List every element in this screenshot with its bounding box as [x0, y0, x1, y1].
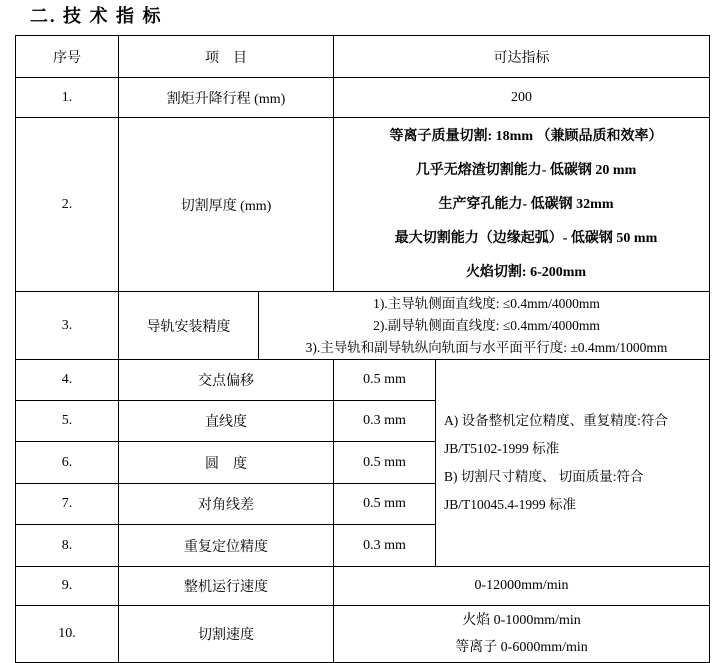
- row-item: 导轨安装精度: [119, 292, 259, 360]
- row-no: 1.: [16, 78, 119, 118]
- row-value: 0-12000mm/min: [334, 567, 710, 606]
- value-line: 几乎无熔渣切割能力- 低碳钢 20 mm: [415, 162, 637, 178]
- row-value-multiline: [334, 118, 710, 292]
- row-value: 0.3 mm: [334, 525, 436, 567]
- standards-notes-cell: [436, 360, 710, 567]
- row-item: 对角线差: [119, 484, 334, 525]
- row-item: 割炬升降行程 (mm): [119, 78, 334, 118]
- row-no: 6.: [16, 442, 119, 484]
- row-item: 切割速度: [119, 606, 334, 663]
- table-row: [16, 118, 710, 292]
- row-value: 0.5 mm: [334, 360, 436, 401]
- value-line: 最大切割能力（边缘起弧）- 低碳钢 50 mm: [394, 230, 658, 246]
- header-value: 可达指标: [334, 36, 710, 78]
- note-line: A) 设备整机定位精度、重复精度:符合: [444, 413, 668, 428]
- value-line: 2).副导轨侧面直线度: ≤0.4mm/4000mm: [373, 317, 600, 333]
- value-line: 火焰切割: 6-200mm: [465, 264, 587, 280]
- row-value: 0.3 mm: [334, 401, 436, 442]
- row-no: 8.: [16, 525, 119, 567]
- header-item: 项 目: [119, 36, 334, 78]
- row-value-multiline: [334, 606, 710, 663]
- row-no: 3.: [16, 292, 119, 360]
- row-value-multiline: [259, 292, 710, 360]
- value-line: 3).主导轨和副导轨纵向轨面与水平面平行度: ±0.4mm/1000mm: [305, 339, 668, 355]
- row-value: 200: [334, 78, 710, 118]
- spec-table: [15, 35, 710, 663]
- row-value: 0.5 mm: [334, 484, 436, 525]
- note-line: JB/T10045.4-1999 标准: [444, 497, 577, 512]
- row-item: 重复定位精度: [119, 525, 334, 567]
- row-no: 7.: [16, 484, 119, 525]
- row-value: 0.5 mm: [334, 442, 436, 484]
- row-no: 9.: [16, 567, 119, 606]
- value-line: 火焰 0-1000mm/min: [462, 613, 581, 628]
- value-line: 等离子 0-6000mm/min: [455, 640, 588, 655]
- row-no: 5.: [16, 401, 119, 442]
- value-line: 等离子质量切割: 18mm （兼顾品质和效率）: [389, 128, 663, 144]
- note-line: B) 切割尺寸精度、 切面质量:符合: [444, 469, 644, 484]
- table-row: [16, 567, 710, 606]
- row-item: 直线度: [119, 401, 334, 442]
- row-item: 整机运行速度: [119, 567, 334, 606]
- table-header-row: [16, 36, 710, 78]
- row-item: 圆 度: [119, 442, 334, 484]
- section-title: 二. 技 术 指 标: [30, 6, 163, 26]
- row-no: 10.: [16, 606, 119, 663]
- row-no: 4.: [16, 360, 119, 401]
- table-row: [16, 606, 710, 663]
- table-row: [16, 292, 710, 360]
- note-line: JB/T5102-1999 标准: [444, 441, 560, 456]
- value-line: 1).主导轨侧面直线度: ≤0.4mm/4000mm: [373, 295, 600, 311]
- header-no: 序号: [16, 36, 119, 78]
- table-row: [16, 78, 710, 118]
- row-no: 2.: [16, 118, 119, 292]
- value-line: 生产穿孔能力- 低碳钢 32mm: [438, 196, 614, 212]
- row-item: 切割厚度 (mm): [119, 118, 334, 292]
- table-row: [16, 360, 710, 401]
- row-item: 交点偏移: [119, 360, 334, 401]
